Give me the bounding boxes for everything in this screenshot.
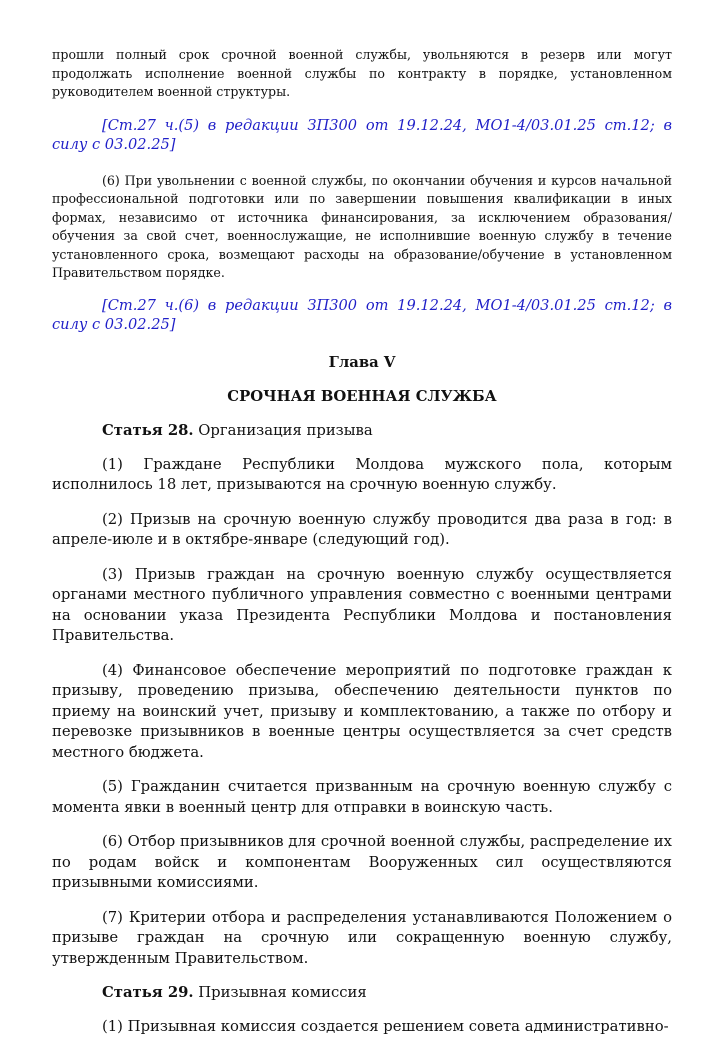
article-29-label: Статья 29. xyxy=(102,984,194,1001)
article-28-item: (6) Отбор призывников для срочной военной службы, распределение их по родам войск и компонентам Вооруженных сил осуществляются призывными комиссиями. xyxy=(52,833,672,891)
article-28-label: Статья 28. xyxy=(102,421,194,439)
article-28-item: (5) Гражданин считается призванным на срочную военную службу с момента явки в военный центр для отправки в воинскую часть. xyxy=(52,778,672,816)
chapter-number: Глава V xyxy=(328,353,396,371)
paragraph-6: (6) При увольнении с военной службы, по окончании обучения и курсов начальной профессиональной подготовки или по завершении повышения квалификации в иных формах, независимо от источника финансирования, за исключением образования/обучения за свой счет, военнослужащие, не исполнившие военную службу в течение установленного срока, возмещают расходы на образование/обучение в установленном Правительством порядке. xyxy=(52,172,672,280)
paragraph-continuation: прошли полный срок срочной военной службы, увольняются в резерв или могут продолжать исполнение военной службы по контракту в порядке, установленном руководителем военной структуры. xyxy=(52,47,672,99)
article-28-title: Организация призыва xyxy=(193,421,373,439)
article-29-title: Призывная комиссия xyxy=(193,984,367,1001)
article-29-heading xyxy=(52,983,672,1003)
chapter-title: СРОЧНАЯ ВОЕННАЯ СЛУЖБА xyxy=(227,387,497,405)
article-28-item: (7) Критерии отбора и распределения устанавливаются Положением о призыве граждан на срочную или сокращенную военную службу, утвержденным Правительством. xyxy=(52,908,672,967)
article-28-heading xyxy=(52,421,672,441)
amendment-note-part-6: [Ст.27 ч.(6) в редакции ЗП300 от 19.12.24, МО1-4/03.01.25 ст.12; в силу с 03.02.25] xyxy=(52,296,672,333)
article-29-item: (1) Призывная комиссия создается решением совета административно- xyxy=(102,1018,669,1035)
article-28-item: (4) Финансовое обеспечение мероприятий по подготовке граждан к призыву, проведению призыва, обеспечению деятельности пунктов по приему на воинский учет, призыву и комплектованию, а также по отбору и перевозке призывников в военные центры осуществляется за счет средств местного бюджета. xyxy=(52,661,672,761)
amendment-note-part-5: [Ст.27 ч.(5) в редакции ЗП300 от 19.12.24, МО1-4/03.01.25 ст.12; в силу с 03.02.25] xyxy=(52,116,672,153)
article-28-item: (3) Призыв граждан на срочную военную службу осуществляется органами местного публичного управления совместно с военными центрами на основании указа Президента Республики Молдова и постановления Правительства. xyxy=(52,565,672,644)
article-28-item: (2) Призыв на срочную военную службу проводится два раза в год: в апреле-июле и в октябре-январе (следующий год). xyxy=(52,510,672,548)
article-28-item: (1) Граждане Республики Молдова мужского пола, которым исполнилось 18 лет, призываются на срочную военную службу. xyxy=(52,455,672,493)
